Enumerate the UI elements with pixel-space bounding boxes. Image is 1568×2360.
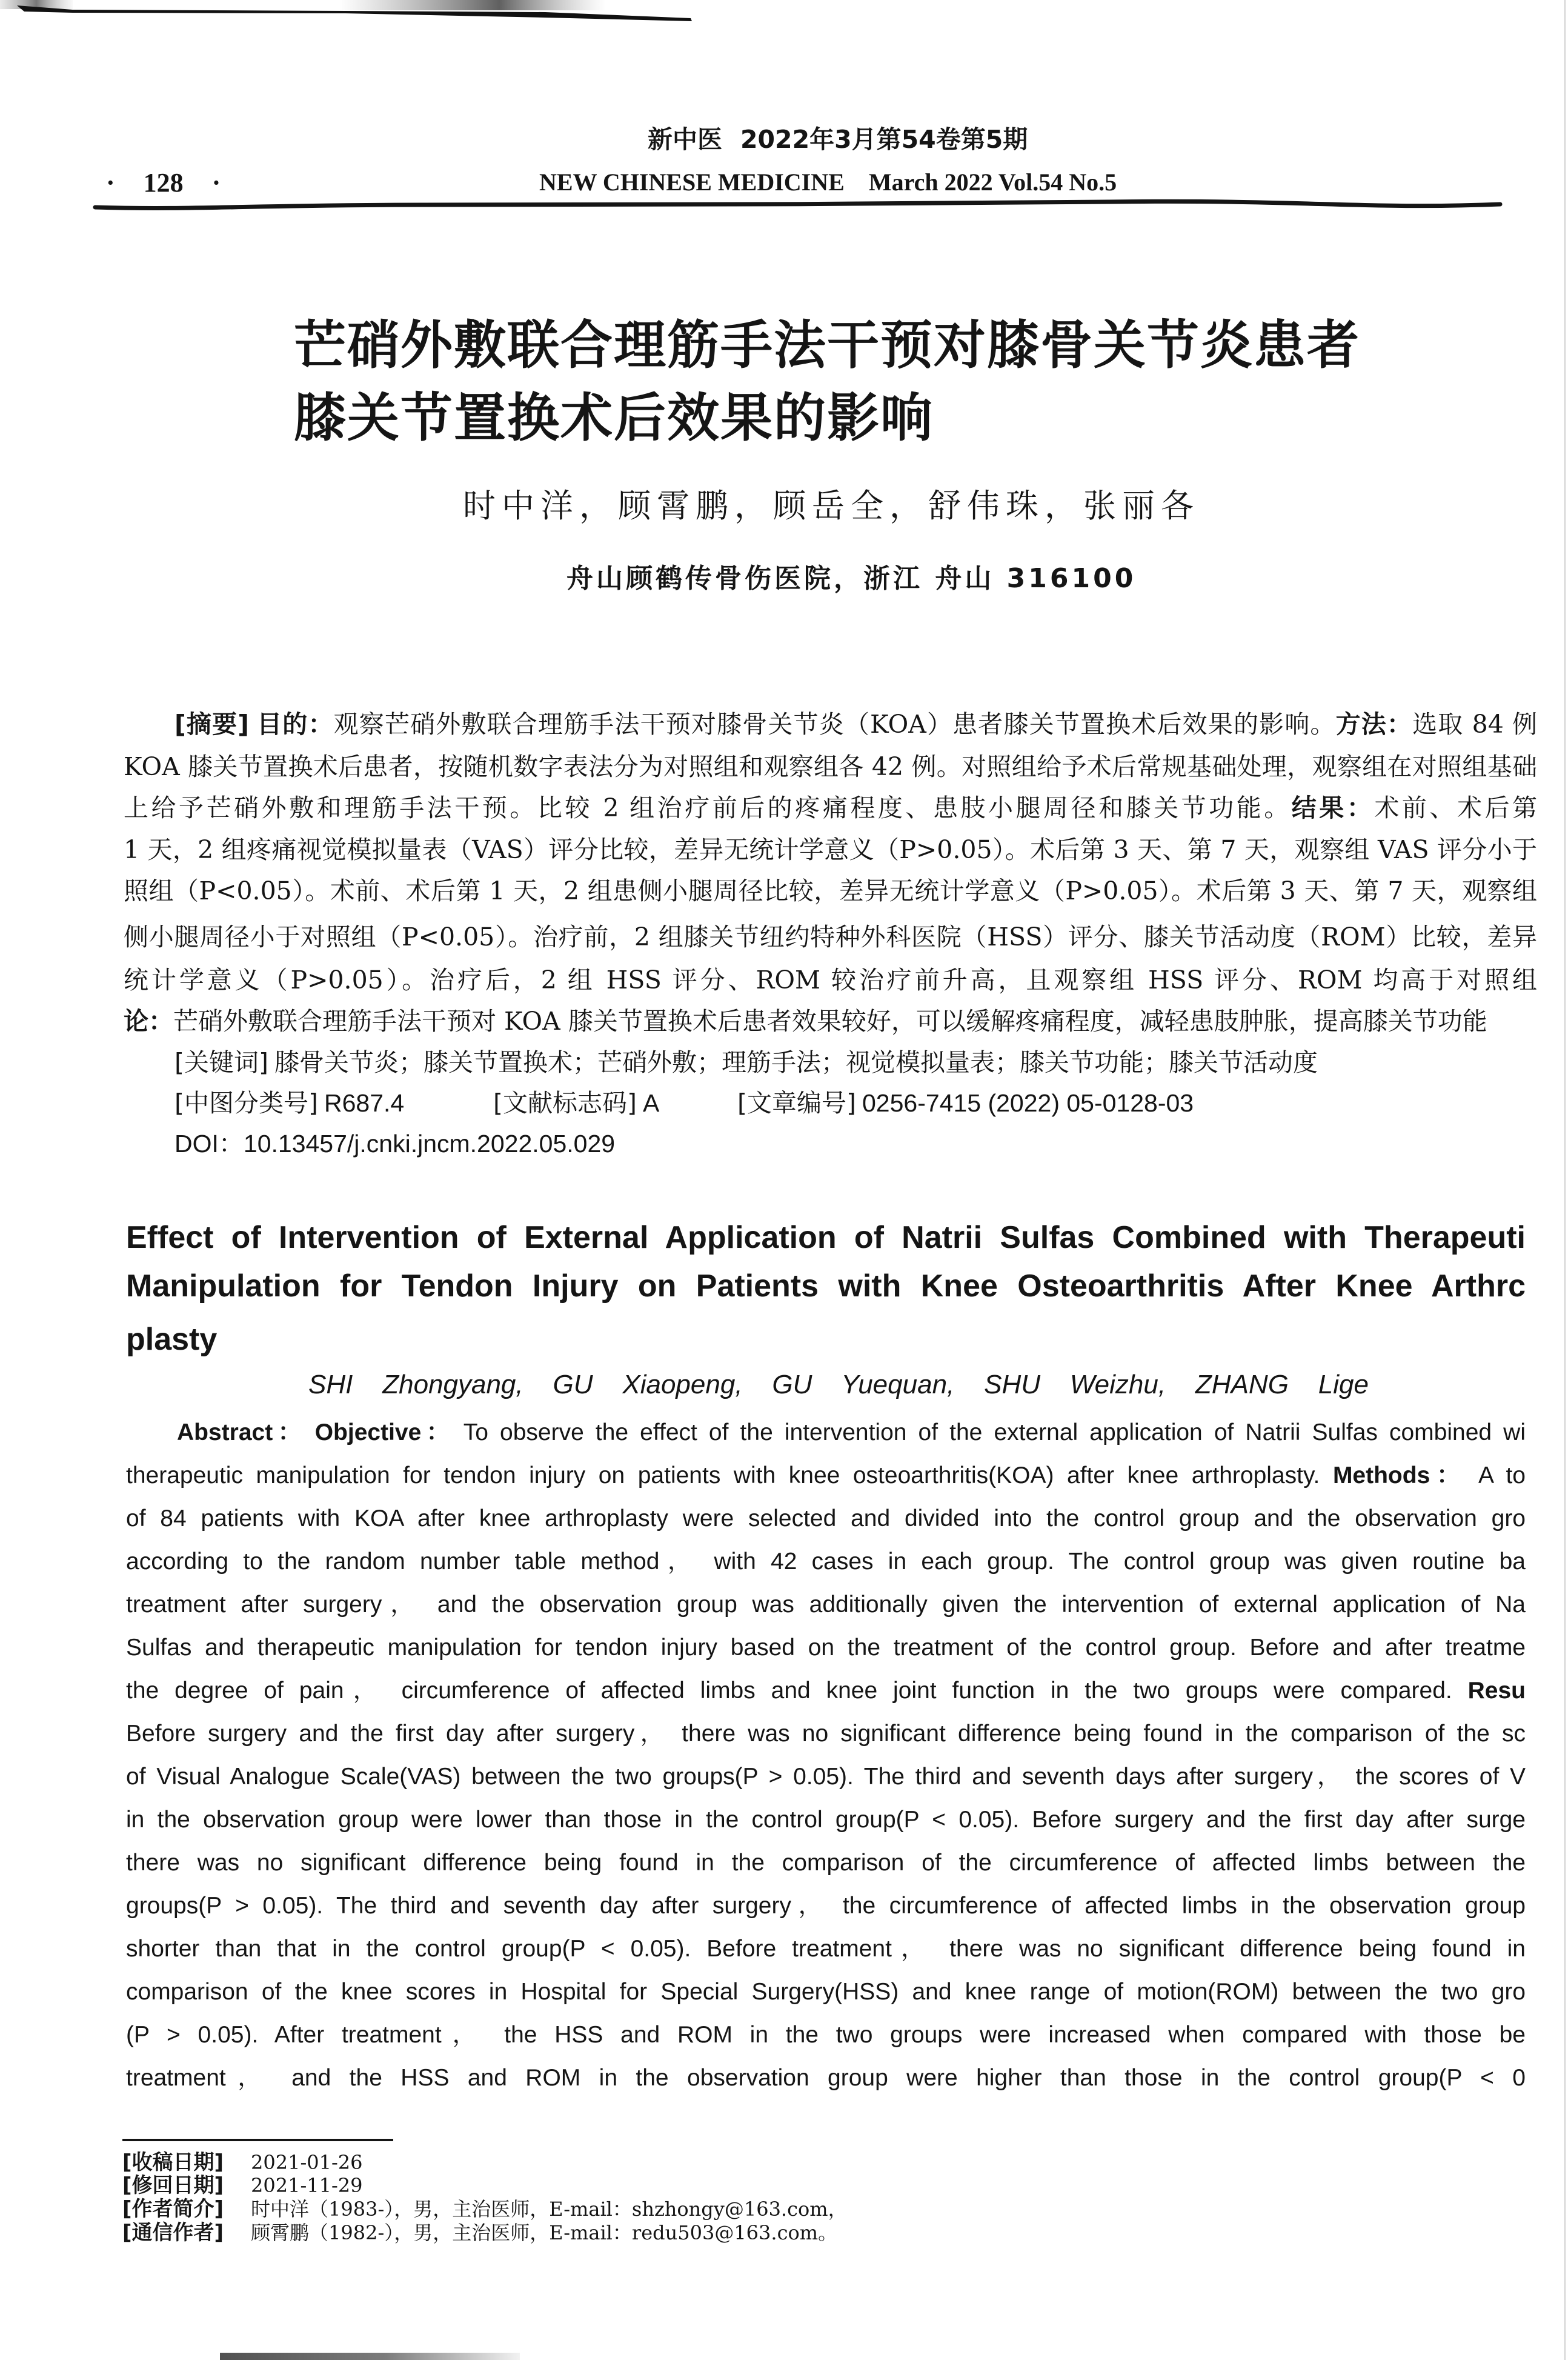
abstract-en-line	[126, 1927, 1526, 1970]
issue-info-cn: 2022年3月第54卷第5期	[740, 125, 1028, 154]
footnote-label: [通信作者]	[122, 2221, 224, 2245]
keywords-text: 膝骨关节炎；膝关节置换术；芒硝外敷；理筋手法；视觉模拟量表；膝关节功能；膝关节活动度	[274, 1048, 1318, 1077]
journal-name-en: NEW CHINESE MEDICINE	[539, 168, 845, 196]
results-label-en: Resu	[1467, 1678, 1526, 1704]
page-edge-right	[1564, 0, 1566, 2360]
footnote-label: [作者简介]	[122, 2197, 224, 2221]
abstract-en-text: groups(P > 0.05). The third and seventh day after surgery， the circumference of affected limbs in the observation group	[126, 1893, 1526, 1919]
abstract-en-text: according to the random number table method， with 42 cases in each group. The control group was given routine ba	[126, 1548, 1526, 1575]
abstract-en-text: of Visual Analogue Scale(VAS) between the two groups(P > 0.05). The third and seventh days after surgery， the scores of V	[126, 1764, 1526, 1790]
article-id-label: [文章编号]	[737, 1088, 856, 1118]
document-code-value: A	[643, 1089, 660, 1117]
clc-number	[174, 1082, 404, 1124]
methods-label-en: Methods：	[1332, 1462, 1467, 1488]
affiliation-cn: 舟山顾鹤传骨伤医院，浙江 舟山 316100	[566, 563, 1137, 594]
abstract-en-line	[126, 2013, 1526, 2056]
authors-cn: 时中洋，顾霄鹏，顾岳全，舒伟珠，张丽各	[463, 487, 1200, 525]
abstract-cn-text: 1 天，2 组疼痛视觉模拟量表（VAS）评分比较，差异无统计学意义（P>0.05）。术后第 3 天、第 7 天，观察组 VAS 评分小于	[124, 835, 1537, 864]
abstract-en-line	[126, 1712, 1526, 1755]
abstract-en-line	[177, 1411, 1526, 1454]
abstract-en-text: shorter than that in the control group(P < 0.05). Before treatment， there was no significant difference being found in	[126, 1936, 1526, 1962]
abstract-en-line	[126, 1841, 1526, 1884]
abstract-en-text: treatment after surgery， and the observation group was additionally given the intervention of external application of Na	[126, 1592, 1526, 1618]
abstract-en-text: (P > 0.05). After treatment， the HSS and ROM in the two groups were increased when compared with those be	[126, 2022, 1526, 2048]
abstract-cn-line	[124, 746, 1537, 787]
running-header-en	[539, 167, 1117, 198]
keywords-cn	[174, 1042, 1318, 1083]
results-label-cn: 结果：	[1291, 793, 1375, 822]
abstract-en-text: of 84 patients with KOA after knee arthroplasty were selected and divided into the control group and the observation gro	[126, 1505, 1526, 1532]
abstract-en-text: comparison of the knee scores in Hospital for Special Surgery(HSS) and knee range of motion(ROM) between the two gro	[126, 1979, 1526, 2005]
abstract-cn-text: 观察芒硝外敷联合理筋手法干预对膝骨关节炎（KOA）患者膝关节置换术后效果的影响。	[333, 710, 1336, 739]
footnote-value: 2021-11-29	[251, 2174, 363, 2197]
running-header-cn	[648, 124, 1028, 155]
abstract-cn-text: 上给予芒硝外敷和理筋手法干预。比较 2 组治疗前后的疼痛程度、患肢小腿周径和膝关节功能。	[124, 793, 1292, 822]
abstract-en-text: therapeutic manipulation for tendon injury on patients with knee osteoarthritis(KOA) after knee arthroplasty.	[126, 1462, 1333, 1488]
title-cn-line-1: 芒硝外敷联合理筋手法干预对膝骨关节炎患者	[294, 315, 1360, 376]
header-rule-line	[95, 201, 1500, 208]
abstract-cn-line	[124, 829, 1537, 870]
title-en-line-2: Manipulation for Tendon Injury on Patients with Knee Osteoarthritis After Knee Arthrc	[126, 1268, 1526, 1304]
footnote-revised-date	[122, 2174, 363, 2197]
abstract-cn-label: [摘要]	[174, 710, 249, 739]
scan-gradient-center	[339, 0, 606, 10]
footnote-label: [修回日期]	[122, 2173, 224, 2198]
doi-label: DOI：	[174, 1130, 244, 1158]
abstract-en-line	[126, 1755, 1526, 1798]
abstract-en-text: Sulfas and therapeutic manipulation for tendon injury based on the treatment of the control group. Before and after treatme	[126, 1635, 1526, 1661]
article-id-value: 0256-7415 (2022) 05-0128-03	[862, 1089, 1194, 1117]
doi-value: 10.13457/j.cnki.jncm.2022.05.029	[243, 1130, 616, 1158]
abstract-en-text: in the observation group were lower than those in the control group(P < 0.05). Before surgery and the first day after surge	[126, 1807, 1526, 1833]
abstract-cn-text: 选取 84 例	[1412, 710, 1537, 739]
clc-label: [中图分类号]	[174, 1088, 318, 1118]
abstract-en-text: Before surgery and the first day after surgery， there was no significant difference being found in the comparison of the sc	[126, 1721, 1526, 1747]
abstract-cn-line	[124, 787, 1537, 828]
conclusion-label-cn-part2: 论：	[124, 1007, 173, 1036]
abstract-en-text: A to	[1466, 1462, 1526, 1488]
footnote-corresponding-author	[122, 2221, 837, 2244]
abstract-cn-text: 统计学意义（P>0.05）。治疗后，2 组 HSS 评分、ROM 较治疗前升高，且观察组 HSS 评分、ROM 均高于对照组	[124, 965, 1537, 995]
objective-label-cn: 目的：	[256, 710, 334, 739]
abstract-cn-text: 侧小腿周径小于对照组（P<0.05）。治疗前，2 组膝关节纽约特种外科医院（HSS）评分、膝关节活动度（ROM）比较，差异	[124, 922, 1537, 952]
methods-label-cn: 方法：	[1335, 710, 1413, 739]
abstract-cn-line	[124, 916, 1537, 958]
abstract-en-line	[126, 1798, 1526, 1841]
keywords-label: [关键词]	[174, 1048, 268, 1077]
abstract-cn-line	[174, 704, 1537, 745]
abstract-en-line	[126, 2056, 1526, 2099]
footnote-divider	[122, 2139, 393, 2141]
scan-smudge-bottom	[220, 2353, 520, 2360]
footnote-author-bio	[122, 2198, 848, 2221]
issue-info-en: March 2022 Vol.54 No.5	[868, 168, 1117, 196]
abstract-cn-line	[124, 1001, 1487, 1042]
page-number: · 128 ·	[106, 168, 221, 198]
objective-label-en: Objective：	[314, 1419, 455, 1445]
document-code-label: [文献标志码]	[493, 1088, 637, 1118]
footnote-label: [收稿日期]	[122, 2150, 224, 2175]
abstract-en-text: treatment， and the HSS and ROM in the observation group were higher than those in the control group(P < 0	[126, 2065, 1526, 2091]
title-cn-line-2: 膝关节置换术后效果的影响	[294, 387, 934, 448]
abstract-en-text: the degree of pain， circumference of affected limbs and knee joint function in the two groups were compared.	[126, 1678, 1468, 1704]
footnote-received-date	[122, 2151, 363, 2174]
footnote-value: 顾霄鹏（1982-），男，主治医师，E-mail：redu503@163.com。	[251, 2221, 838, 2244]
clc-value: R687.4	[324, 1089, 405, 1117]
abstract-cn-text: 术前、术后第	[1374, 793, 1537, 822]
abstract-cn-text: 芒硝外敷联合理筋手法干预对 KOA 膝关节置换术后患者效果较好，可以缓解疼痛程度，减轻患肢肿胀，提高膝关节功能	[173, 1007, 1487, 1036]
classification-line	[174, 1082, 1265, 1124]
abstract-en-line	[126, 1497, 1526, 1540]
title-en-line-3: plasty	[126, 1322, 218, 1357]
abstract-cn-text: KOA 膝关节置换术后患者，按随机数字表法分为对照组和观察组各 42 例。对照组给予术后常规基础处理，观察组在对照组基础	[124, 752, 1537, 781]
abstract-cn-text: 照组（P<0.05）。术前、术后第 1 天，2 组患侧小腿周径比较，差异无统计学意义（P>0.05）。术后第 3 天、第 7 天，观察组	[124, 876, 1537, 905]
header-rule	[0, 194, 1568, 218]
journal-name-cn: 新中医	[648, 125, 722, 154]
footnote-value: 2021-01-26	[251, 2151, 363, 2174]
abstract-cn-line	[124, 870, 1537, 912]
abstract-en-label: Abstract：	[177, 1419, 307, 1445]
document-code	[493, 1082, 659, 1124]
abstract-en-line	[126, 1540, 1526, 1583]
abstract-cn-line	[124, 959, 1537, 1001]
abstract-en-line	[126, 1626, 1526, 1669]
abstract-en-line	[126, 1454, 1526, 1497]
scan-shadow-top	[0, 0, 1151, 36]
abstract-en-text: To observe the effect of the intervention of the external application of Natrii Sulfas combined wi	[463, 1419, 1526, 1445]
abstract-en-line	[126, 1884, 1526, 1927]
title-en-line-1: Effect of Intervention of External Application of Natrii Sulfas Combined with Therapeuti	[126, 1220, 1526, 1255]
footnote-value: 时中洋（1983-），男，主治医师，E-mail：shzhongy@163.com，	[251, 2198, 848, 2221]
abstract-en-line	[126, 1970, 1526, 2013]
doi-line	[174, 1123, 615, 1164]
article-id	[737, 1082, 1194, 1124]
abstract-en-line	[126, 1669, 1526, 1712]
abstract-en-line	[126, 1583, 1526, 1626]
authors-en: SHI Zhongyang, GU Xiaopeng, GU Yuequan, SHU Weizhu, ZHANG Lige	[308, 1370, 1369, 1399]
abstract-en-text: there was no significant difference being found in the comparison of the circumference of affected limbs between the	[126, 1850, 1526, 1876]
